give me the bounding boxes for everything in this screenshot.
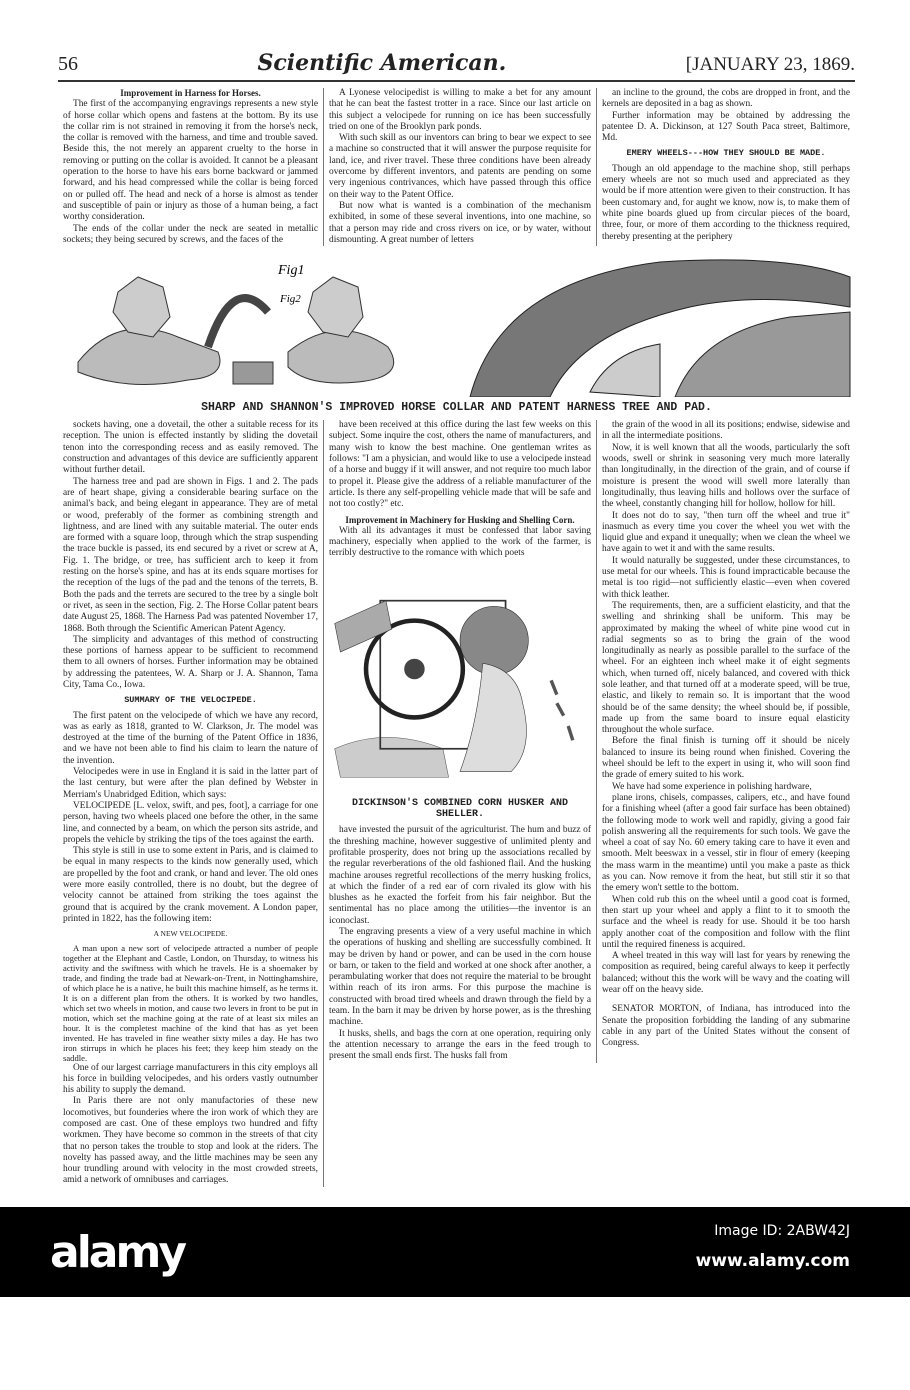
paragraph: VELOCIPEDE [L. velox, swift, and pes, foot], a carriage for one person, having two wheels placed one before the other, in the same line, and connected by a beam, on which the person sits astride, and propels the vehicle by striking the tips of the toes against the earth. — [63, 800, 318, 845]
paragraph: It husks, shells, and bags the corn at one operation, requiring only the attention necessary to arrange the ears in the feed trough to present the small ends first. The husks fall from — [329, 1028, 591, 1062]
issue-date: [JANUARY 23, 1869. — [685, 54, 855, 75]
paragraph: One of our largest carriage manufacturers in this city employs all his force in building velocipedes, and his orders vastly outnumber his ability to supply the demand. — [63, 1062, 318, 1096]
paragraph: The engraving presents a view of a very useful machine in which the operations of husking and shelling are successfully combined. It may be driven by hand or power, and can be used in the corn house or barn, or taken to the field and worked at one shock after another, a perambulating worker that does not require the material to be brought within reach of its iron arms. For this purpose the machine is constructed with broad tired wheels and drawn through the field by a team. In the barn it may be driven by horse power, as is the threshing machine. — [329, 926, 591, 1028]
horse-collar-engraving — [58, 252, 458, 397]
watermark-url: www.alamy.com — [695, 1250, 850, 1271]
article-title: Improvement in Machinery for Husking and Shelling Corn. — [345, 514, 575, 525]
paragraph: Though an old appendage to the machine shop, still perhaps emery wheels are not so much used and appreciated as they would be if more attention were given to their construction. It has been customary and, for aught we know, now is, to make them of white pine boards glued up from circular pieces of the board, three, four, or more of them according to the thickness required, thereby presenting at the periphery — [602, 163, 850, 242]
paragraph: This style is still in use to some extent in Paris, and is claimed to be equal in many respects to the kinds now generally used, which are propelled by the foot and crank, or hand and lever. The old ones were more easily controlled, there is no doubt, but the degree of velocity cannot be attained from striking the toes against the ground that is acquired by the crank movement. A London paper, printed in 1822, has the following item: — [63, 846, 318, 924]
article-corn-husker — [324, 420, 597, 1062]
paragraph: When cold rub this on the wheel until a good coat is formed, then start up your wheel and apply a flint to it to smooth the surface and the wheel is ready for use. Should it be too harsh apply another coat of the composition and follow with the flint until the required fineness is acquired. — [602, 894, 850, 950]
corn-husker-caption: DICKINSON'S COMBINED CORN HUSKER AND SHELLER. — [351, 797, 569, 821]
paragraph: sockets having, one a dovetail, the other a suitable recess for its reception. The union is effected instantly by sliding the dovetail tenon into the corresponding recess and as easily removed. The construction and advantages of this device are sufficiently apparent without further detail. — [63, 420, 318, 476]
paragraph: Before the final finish is turning off it should be nicely balanced to insure its being round when finished. Covering the wheel should be left to the expert in using it, who will soon find the grade of emery suited to his work. — [602, 736, 850, 781]
paragraph: We have had some experience in polishing hardware, — [612, 781, 812, 792]
image-id: Image ID: 2ABW42J — [714, 1222, 850, 1239]
paragraph: The harness tree and pad are shown in Figs. 1 and 2. The pads are of heart shape, giving a considerable bearing surface on the animal's back, and being elegant in appearance. They are of metal or wood, preferably of the former as combining strength and lightness, and are lined with any suitable material. The outer ends are formed with a square loop, through which the strap suspending the trace buckle is passed, its end secured by a rivet or screw at A, Fig. 1. The bridge, or tree, has sufficient arch to keep it from resting on the horse's spine, and has at its ends square mortises for the reception of the lugs of the pad and the tenons of the terrets, B. Both the pads and the terrets are secured to the tree by a single bolt or rivet, as seen in the section, Fig. 2. The Horse Collar patent bears date August 25, 1868. The Harness Pad was patented November 17, 1868. Both through the Scientific American Patent Agency. — [63, 476, 318, 634]
paragraph: A wheel treated in this way will last for years by renewing the composition as required, being careful always to keep it perfectly balanced; without this the work will be wavy and the coating will wear off on the heavy side. — [602, 951, 850, 995]
article-emery-top — [597, 88, 855, 243]
article-title: EMERY WHEELS---HOW THEY SHOULD BE MADE. — [626, 148, 826, 159]
paragraph: plane irons, chisels, compasses, calipers, etc., and have found for a finishing wheel (after a good fair surface has been obtained) the following mode to work well and rapidly, giving a good fair polish answering all the requirements for such tools. We gave the wheel a coat of say No. 60 emery taking care to have it even and smooth. Melt beeswax in a vessel, stir in flour of emery (keeping the mass warm in the meantime) until you make a paste as thick as you can. Now remove it from the heat, but still stir it so that the emery won't settle to the bottom. — [602, 792, 850, 894]
paragraph: The requirements, then, are a sufficient elasticity, and that the swelling and shrinking shall be uniform. This may be approximated by making the wheel of white pine wood cut in radial segments so as to bring the grain of the wood longitudinally as nearly as possible parallel to the surface of the wheel. For an eighteen inch wheel make it of eight segments which, when turned off, nicely balanced, and covered with thick sole leather, and that turned off at a moderate speed, will be true, elastic, and likely to remain so. It is important that the wood should be of the same density; the wheel should be, if possible, made up from the same board to insure equal elasticity throughout the whole surface. — [602, 600, 850, 736]
article-emery-continued — [597, 420, 855, 1049]
article-harness-summary — [58, 420, 324, 1187]
article-title: Improvement in Harness for Horses. — [120, 88, 261, 98]
watermark-banner — [0, 1207, 910, 1297]
top-columns — [58, 88, 855, 246]
fig2-label: Fig2 — [280, 293, 301, 306]
paragraph: Velocipedes were in use in England it is said in the latter part of the last century, but were after the plan defined by Webster in Merriam's Unabridged Edition, which says: — [63, 767, 318, 800]
paragraph: have invested the pursuit of the agriculturist. The hum and buzz of the threshing machine, however suggestive of unlimited plenty and profitable prosperity, does not bring up the associations recalled by the regular reverberations of the old fashioned flail. And the husking machine arouses regretful recollections of the merry husking frolics, at which the finder of a red ear of corn rivaled its glow with his blushes as he exacted the forfeit from his fair neighbor. But the sentimental has no place among the utilities—the inventor is an iconoclast. — [329, 825, 591, 926]
paragraph: The ends of the collar under the neck are seated in metallic sockets; they being secured by screws, and the faces of the — [63, 223, 318, 245]
paragraph: In Paris there are not only manufactories of these new locomotives, but founderies where the iron work of which they are composed are cast. One of these employs two hundred and fifty workmen. They have become so common in the streets of that city that no person takes the trouble to stop and look at the riders. The novelty has passed away, and the little machines may be seen any hour trundling around with velocity in the most crowded streets, amid a network of omnibuses and carriages. — [63, 1096, 318, 1186]
engraving-headline: SHARP AND SHANNON'S IMPROVED HORSE COLLAR AND PATENT HARNESS TREE AND PAD. — [201, 401, 712, 415]
paragraph: The first of the accompanying engravings represents a new style of horse collar which opens and fastens at the bottom. By its use the collar rim is not strained in removing it from the horse's neck, the collar is removed with the harness, and time and trouble saved. Beside this, the not merely an apparent cruelty to the horse in removing or putting on the collar is avoided. It cannot be a pleasant operation to the horse to have his ears borne backward or jammed forward, and his head compressed while the collar is being forced on or pulled off. The head and neck of a horse is almost as tender and susceptible of pain or injury as those of a human being, a fact worthy consideration. — [63, 99, 318, 223]
paragraph: the grain of the wood in all its positions; endwise, sidewise and in all the intermediate positions. — [602, 420, 850, 442]
paragraph: With all its advantages it must be confessed that labor saving machinery, especially when applied to the work of the farmer, is terribly destructive to the romance with which poets — [329, 525, 591, 559]
bottom-columns — [58, 420, 855, 1187]
paragraph: A Lyonese velocipedist is willing to make a bet for any amount that he can beat the fastest trotter in a race. Since our last article on this subject a velocipede for running on ice has been successfully tried on one of the Brooklyn park ponds. — [329, 88, 591, 132]
paragraph: an incline to the ground, the cobs are dropped in front, and the kernels are deposited in a bag as shown. — [602, 88, 850, 110]
paragraph: With such skill as our inventors can bring to bear we expect to see a machine so constructed that it will answer the purpose requisite for land, ice, and river travel. These three conditions have been already overcome by different inventors, and patents are pending on some very ingenious contrivances, which have passed through this office on their way to the Patent Office. — [329, 133, 591, 200]
paragraph: have been received at this office during the last few weeks on this subject. Some inquire the cost, others the name of manufacturers, and many wish to know the best machine. One gentleman writes as follows: "I am a physician, and would like to use a velocipede instead of a horse and buggy if it will answer, and not require too much labor to propel it. Please give the address of a reliable manufacturer of the article. Is there any self-propelling vehicle made that will be safe and not too costly?" etc. — [329, 420, 591, 510]
paragraph: The simplicity and advantages of this method of constructing these portions of harness appear to be sufficient to recommend them to all owners of horses. Further information may be obtained by addressing the patentees, W. A. Sharp or J. A. Shannon, Tama City, Tama Co., Iowa. — [63, 634, 318, 690]
masthead: Scientific American. — [257, 50, 507, 76]
page-number: 56 — [58, 53, 78, 75]
paragraph: But now what is wanted is a combination of the mechanism exhibited, in some of these several inventions, into one machine, so that a person may ride and cross rivers on ice, or by water, without dismounting. A great number of letters — [329, 200, 591, 245]
alamy-logo: alamy — [50, 1226, 184, 1278]
fig1-label: Fig1 — [278, 263, 305, 279]
paragraph: A man upon a new sort of velocipede attracted a number of people together at the Elephant and Castle, London, on Thursday, to witness his activity and the swiftness with which he travels. He is a shoemaker by trade, and finding the trade bad at Newark-on-Trent, in Nottinghamshire, of which place he is a native, he built this machine himself, as he terms it. It is on a different plan from the others. It is worked by two handles, which set two wheels in motion, and cause two levers in front to be put in motion, which set the machine going at the rate of at least six miles an hour. It is the completest machine of the kind that has as yet been invented. He has traveled in fine weather sixty miles a day. He has two iron stirrups in which he places his feet; they keep him steady on the saddle. — [63, 942, 318, 1063]
article-harness-top — [58, 88, 324, 246]
article-title: SUMMARY OF THE VELOCIPEDE. — [124, 695, 257, 706]
paragraph: It would naturally be suggested, under these circumstances, to use metal for our wheels. This is found impracticable because the metal is too rigid—not sufficiently elastic—even when covered with thick leather. — [602, 555, 850, 600]
paragraph: The first patent on the velocipede of which we have any record, was as early as 1818, granted to W. Clarkson, Jr. The model was destroyed at the time of the burning of the Patent Office in 1836, and we have not been able to find his claim to learn the nature of the invention. — [63, 710, 318, 766]
engravings-row — [58, 252, 855, 397]
subtitle: A NEW VELOCIPEDE. — [153, 929, 228, 939]
emery-wheel-engraving — [460, 252, 855, 397]
corn-husker-engraving — [329, 564, 591, 794]
paragraph: Now, it is well known that all the woods, particularly the soft woods, swell or shrink in seasoning very much more laterally than longitudinally, in the direction of the grain, and of course if moisture is present the wood will swell more laterally than longitudinally, thus leaving hills and hollows over the surface of the wheel, constantly changing hill for hollow, hollow for hill. — [602, 442, 850, 510]
page-header — [58, 50, 855, 82]
article-velocipede-top — [324, 88, 597, 246]
paragraph: It does not do to say, "then turn off the wheel and true it" inasmuch as every time you cover the wheel you wet with the liquid glue and expand it unequally; when we clean the wheel we have again to wet it and with the same results. — [602, 510, 850, 555]
paragraph: SENATOR MORTON, of Indiana, has introduced into the Senate the proposition forbidding the landing of any submarine cable in any part of the United States without the consent of Congress. — [602, 1004, 850, 1049]
paragraph: Further information may be obtained by addressing the patentee D. A. Dickinson, at 127 South Paca street, Baltimore, Md. — [602, 110, 850, 144]
